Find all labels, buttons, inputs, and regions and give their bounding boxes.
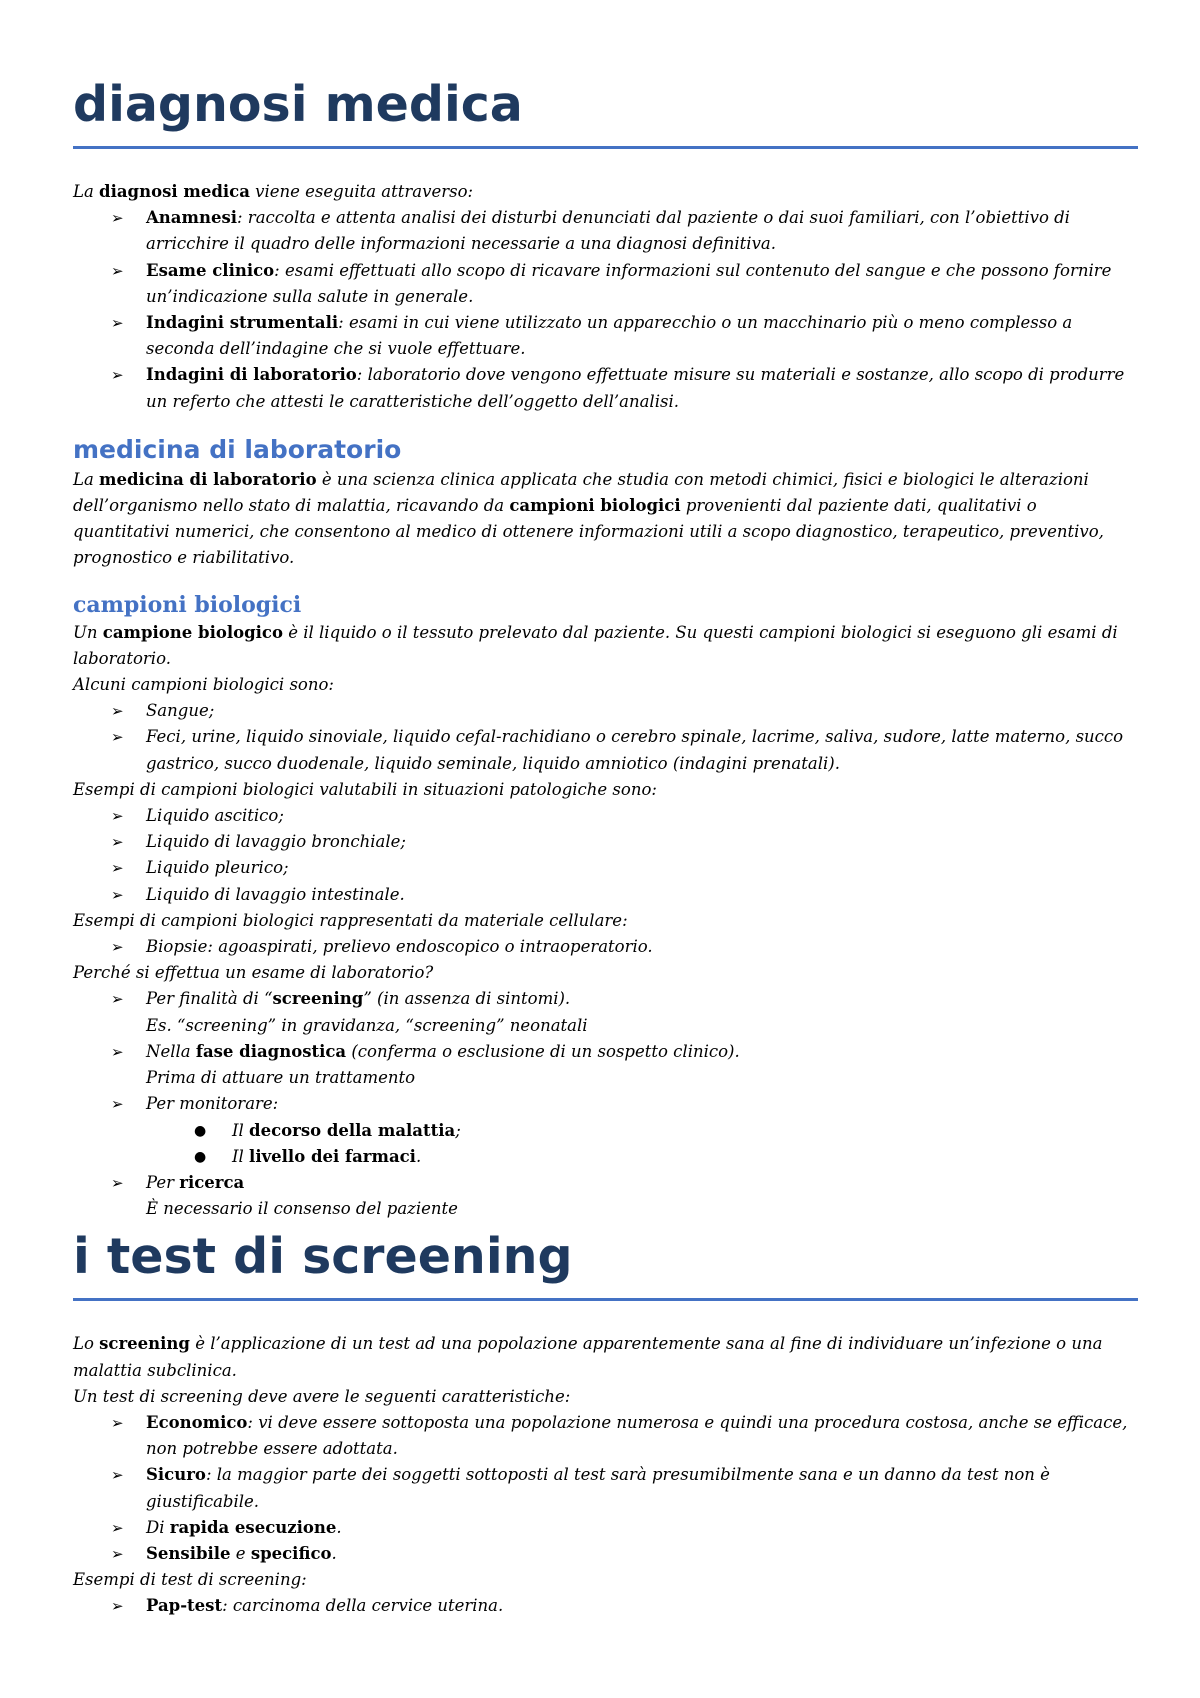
arrowhead-bullet-icon: ➢ — [111, 1597, 124, 1616]
arrowhead-bullet-icon: ➢ — [111, 859, 124, 878]
lab-paragraph: La medicina di laboratorio è una scienza clinica applicata che studia con metodi chimici, fisici e biologici le alterazioni dell’organismo nello stato di malattia, ricavando da campioni biologici provenienti dal paziente dati, qualitativi o quantitativi numerici, che consentono al medico di ottenere informazioni utili a scopo diagnostico, terapeutico, preventivo, prognostico e riabilitativo. — [73, 469, 1104, 568]
arrowhead-bullet-icon: ➢ — [111, 990, 124, 1009]
perche-question: Perché si effettua un esame di laboratorio? — [73, 963, 434, 983]
arrowhead-bullet-icon: ➢ — [111, 702, 124, 721]
cellulare-label: Esempi di campioni biologici rappresentati da materiale cellulare: — [73, 910, 628, 930]
list-item: ➢ Per monitorare: — [73, 1091, 1138, 1117]
list-item: ➢ Liquido ascitico; — [73, 803, 1138, 829]
campioni-paragraph: Un campione biologico è il liquido o il tessuto prelevato dal paziente. Su questi campioni biologici si eseguono gli esami di laboratorio. — [73, 622, 1118, 668]
list-item: ➢ Per finalità di “screening” (in assenza di sintomi). — [73, 986, 1138, 1012]
heading-campioni-biologici: campioni biologici — [73, 591, 302, 618]
list-item: ➢ Anamnesi: raccolta e attenta analisi dei disturbi denunciati dal paziente o dai suoi familiari, con l’obiettivo di arricchire il quadro delle informazioni necessarie a una diagnosi definitiva. — [73, 205, 1138, 257]
list-item: ➢ Indagini di laboratorio: laboratorio dove vengono effettuate misure su materiali e sostanze, allo scopo di produrre un referto che attesti le caratteristiche dell’oggetto dell’analisi. — [73, 362, 1138, 414]
arrowhead-bullet-icon: ➢ — [111, 885, 124, 904]
patologiche-label: Esempi di campioni biologici valutabili in situazioni patologiche sono: — [73, 779, 657, 799]
list-item: ➢ Sicuro: la maggior parte dei soggetti sottoposti al test sarà presumibilmente sana e un danno da test non è giustificabile. — [73, 1462, 1138, 1514]
page-title: diagnosi medica — [73, 76, 523, 133]
list-item: ➢ Feci, urine, liquido sinoviale, liquido cefal-rachidiano o cerebro spinale, lacrime, saliva, sudore, latte materno, succo gastrico, succo duodenale, liquido seminale, liquido amniotico (indagini prenatali). — [73, 724, 1138, 776]
arrowhead-bullet-icon: ➢ — [111, 261, 124, 280]
arrowhead-bullet-icon: ➢ — [111, 728, 124, 747]
list-item: ➢ Liquido di lavaggio bronchiale; — [73, 829, 1138, 855]
esempi-test-label: Esempi di test di screening: — [73, 1570, 307, 1590]
list-item: ➢ Economico: vi deve essere sottoposta una popolazione numerosa e quindi una procedura costosa, anche se efficace, non potrebbe essere adottata. — [73, 1410, 1138, 1462]
arrowhead-bullet-icon: ➢ — [111, 938, 124, 957]
document-content — [73, 70, 1138, 1620]
list-item-continuation: Prima di attuare un trattamento — [146, 1068, 416, 1088]
list-item: ➢ Nella fase diagnostica (conferma o esclusione di un sospetto clinico). — [73, 1039, 1138, 1065]
list-item: ➢ Liquido di lavaggio intestinale. — [73, 882, 1138, 908]
arrowhead-bullet-icon: ➢ — [111, 1544, 124, 1563]
list-item-continuation: Es. “screening” in gravidanza, “screening” neonatali — [146, 1015, 588, 1035]
arrowhead-bullet-icon: ➢ — [111, 314, 124, 333]
list-item: ➢ Sangue; — [73, 698, 1138, 724]
caratteristiche-label: Un test di screening deve avere le seguenti caratteristiche: — [73, 1386, 571, 1406]
arrowhead-bullet-icon: ➢ — [111, 1466, 124, 1485]
round-bullet-icon: ● — [194, 1122, 207, 1139]
list-item: ➢ Biopsie: agoaspirati, prelievo endoscopico o intraoperatorio. — [73, 934, 1138, 960]
list-item: ➢ Pap-test: carcinoma della cervice uterina. — [73, 1593, 1138, 1619]
arrowhead-bullet-icon: ➢ — [111, 1413, 124, 1432]
heading-medicina-laboratorio: medicina di laboratorio — [73, 434, 402, 464]
list-item: ➢ Liquido pleurico; — [73, 855, 1138, 881]
arrowhead-bullet-icon: ➢ — [111, 807, 124, 826]
screening-paragraph: Lo screening è l’applicazione di un test ad una popolazione apparentemente sana al fine di individuare un’infezione o una malattia subclinica. — [73, 1334, 1103, 1380]
intro-paragraph: La diagnosi medica viene eseguita attraverso: — [73, 182, 474, 201]
list-item: ➢ Esame clinico: esami effettuati allo scopo di ricavare informazioni sul contenuto del sangue e che possono fornire un’indicazione sulla salute in generale. — [73, 258, 1138, 310]
round-bullet-icon: ● — [194, 1148, 207, 1165]
alcuni-label: Alcuni campioni biologici sono: — [73, 675, 334, 695]
arrowhead-bullet-icon: ➢ — [111, 366, 124, 385]
arrowhead-bullet-icon: ➢ — [111, 209, 124, 228]
arrowhead-bullet-icon: ➢ — [111, 1173, 124, 1192]
list-item: ➢ Per ricerca — [73, 1170, 1138, 1196]
sub-list-item: ● Il decorso della malattia; — [73, 1118, 1138, 1144]
arrowhead-bullet-icon: ➢ — [111, 1518, 124, 1537]
arrowhead-bullet-icon: ➢ — [111, 1095, 124, 1114]
sub-list-item: ● Il livello dei farmaci. — [73, 1144, 1138, 1170]
list-item: ➢ Indagini strumentali: esami in cui viene utilizzato un apparecchio o un macchinario più o meno complesso a seconda dell’indagine che si vuole effettuare. — [73, 310, 1138, 362]
list-item: ➢ Sensibile e specifico. — [73, 1541, 1138, 1567]
list-item-continuation: È necessario il consenso del paziente — [146, 1199, 458, 1219]
arrowhead-bullet-icon: ➢ — [111, 1042, 124, 1061]
arrowhead-bullet-icon: ➢ — [111, 833, 124, 852]
section-title-screening: i test di screening — [73, 1228, 573, 1286]
list-item: ➢ Di rapida esecuzione. — [73, 1515, 1138, 1541]
